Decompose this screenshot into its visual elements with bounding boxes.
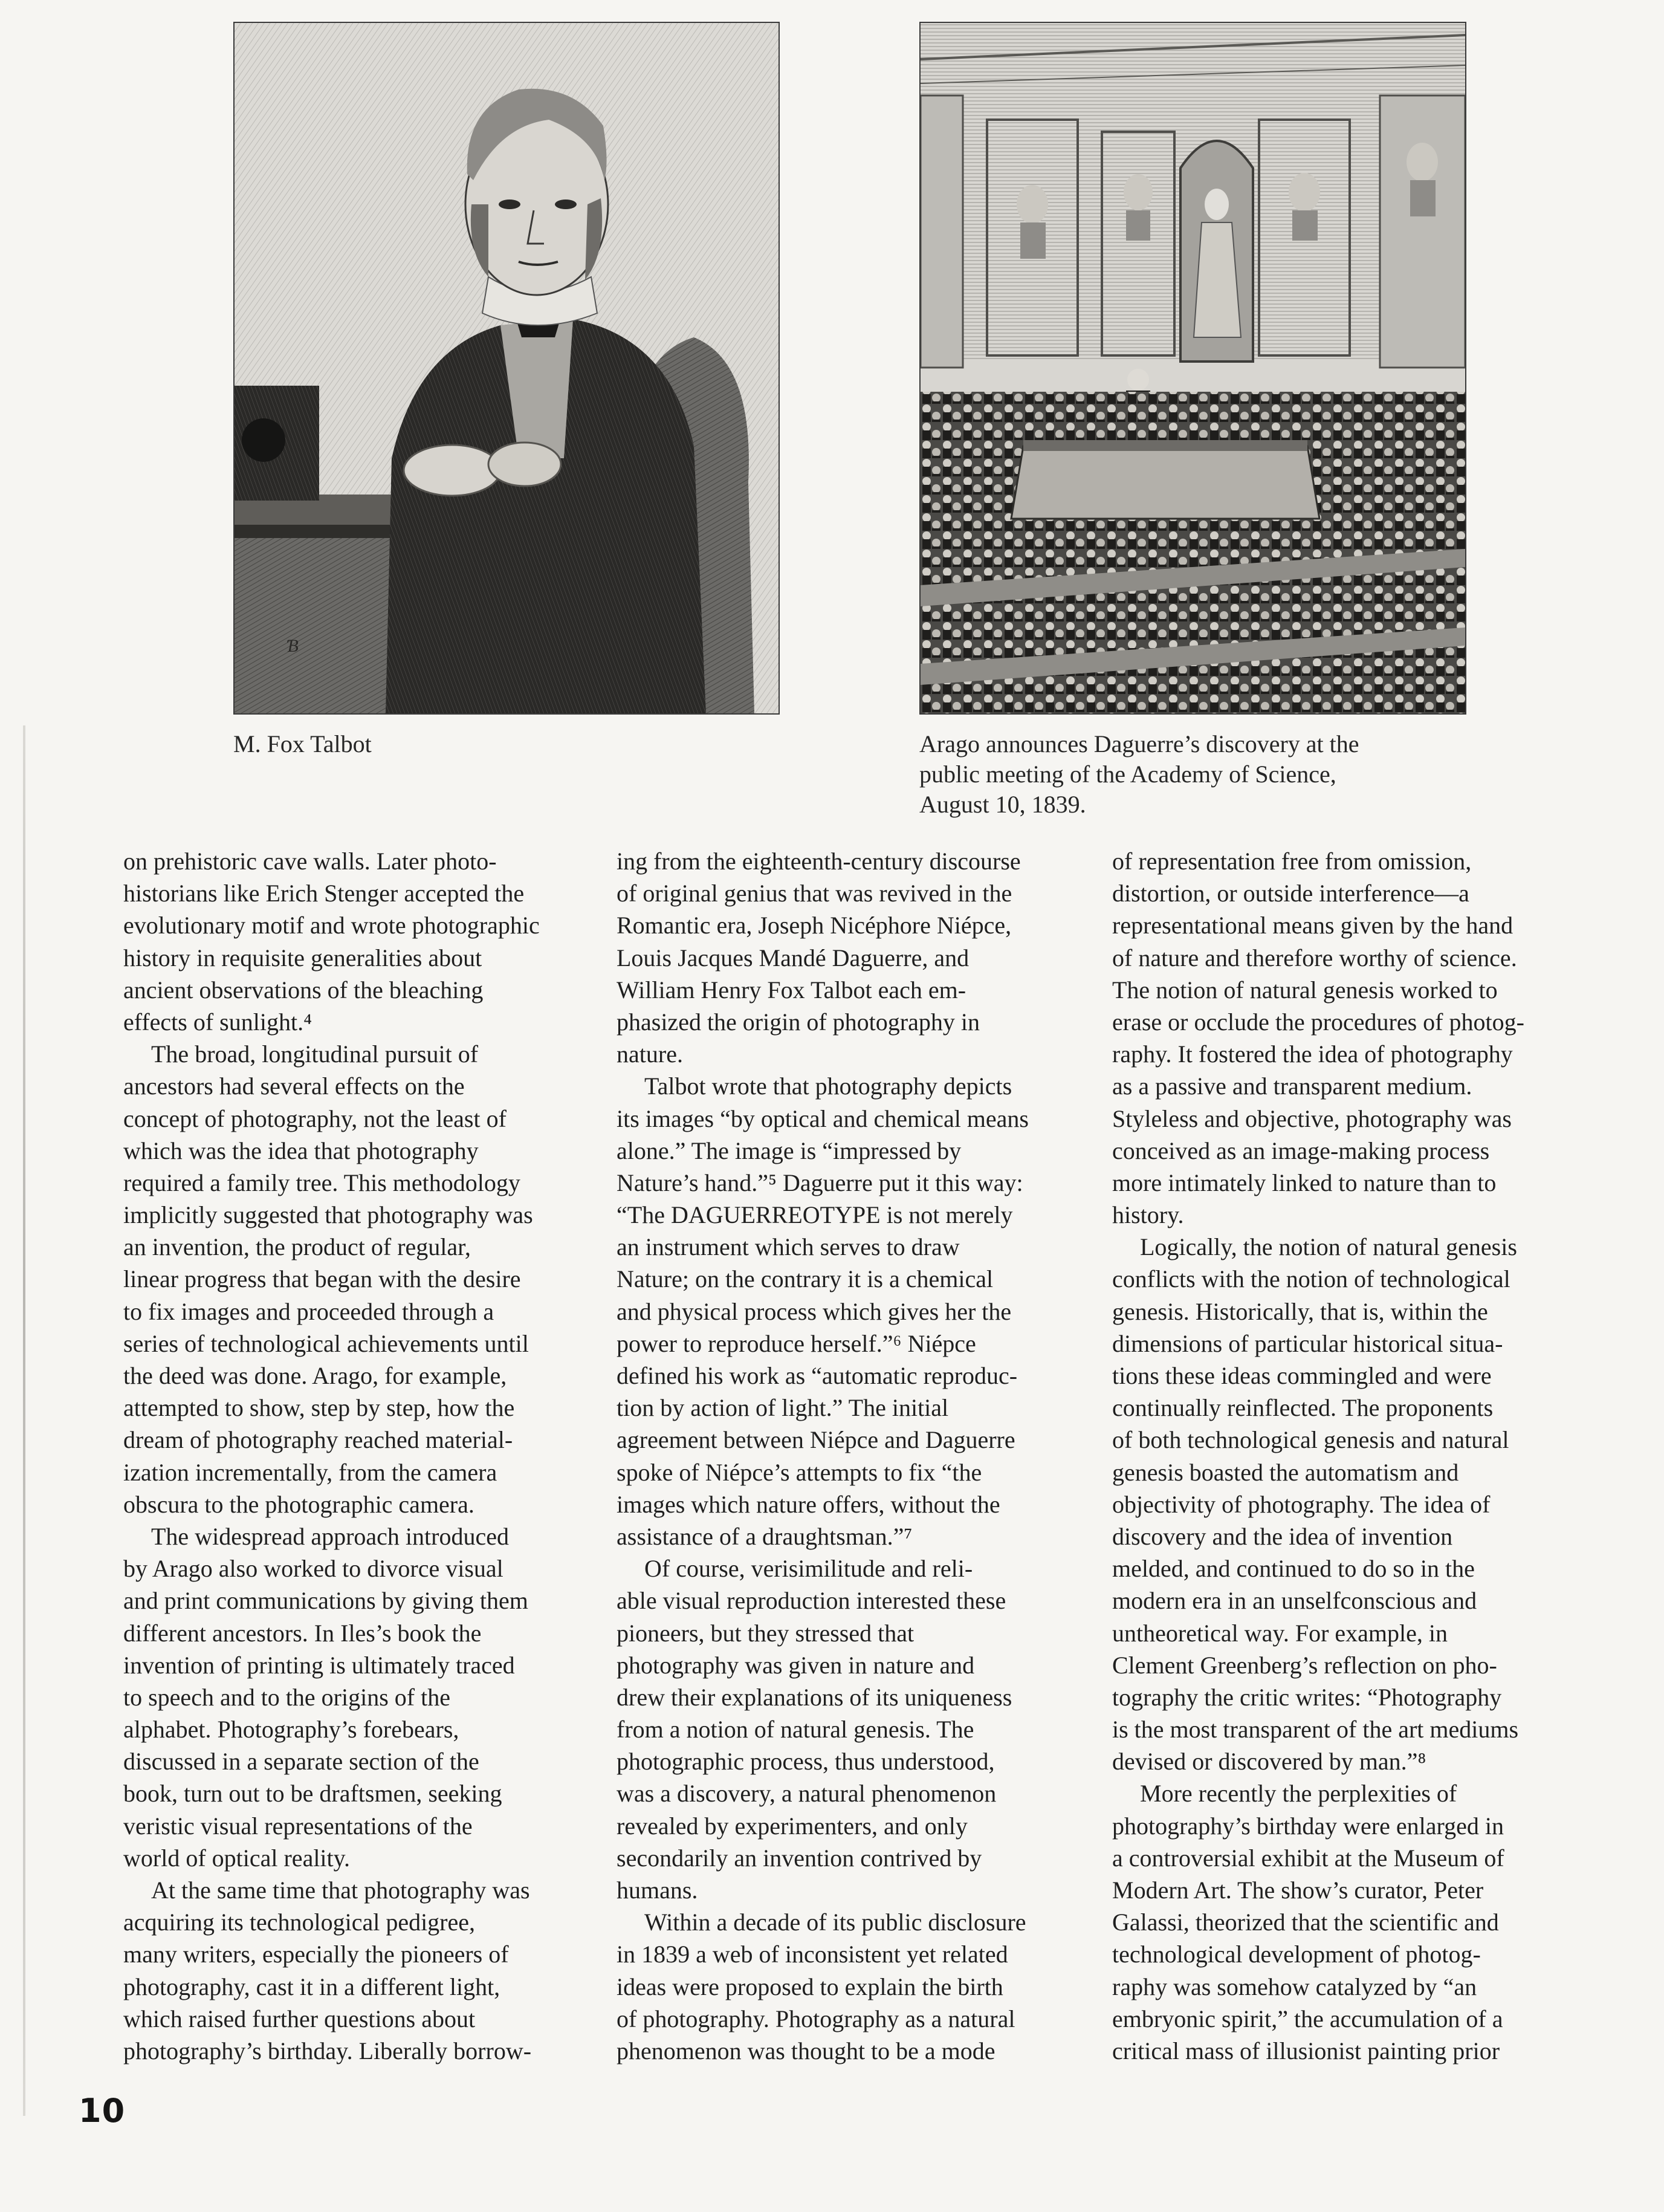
arago-figure-caption [919, 729, 1451, 820]
text-line: effects of sunlight.⁴ [123, 1008, 312, 1036]
text-line: invention of printing is ultimately traced [123, 1651, 515, 1679]
text-line: nature. [617, 1040, 683, 1068]
text-line: Romantic era, Joseph Nicéphore Niépce, [617, 912, 1012, 939]
text-line: objectivity of photography. The idea of [1112, 1490, 1491, 1518]
text-line: images which nature offers, without the [617, 1490, 1000, 1518]
text-line: representational means given by the hand [1112, 912, 1513, 939]
text-line: by Arago also worked to divorce visual [123, 1555, 503, 1583]
text-line: conceived as an image-making process [1112, 1137, 1490, 1164]
text-line: raphy. It fostered the idea of photography [1112, 1040, 1513, 1068]
academy-meeting-illustration [921, 23, 1465, 713]
binding-edge [23, 725, 25, 2116]
text-line: tions these ideas commingled and were [1112, 1362, 1492, 1389]
text-line: alone.” The image is “impressed by [617, 1137, 962, 1164]
text-line: and print communications by giving them [123, 1587, 528, 1615]
text-line: devised or discovered by man.”⁸ [1112, 1748, 1426, 1776]
text-line: Louis Jacques Mandé Daguerre, and [617, 944, 970, 971]
text-line: is the most transparent of the art mediums [1112, 1716, 1519, 1743]
text-line: history. [1112, 1201, 1184, 1229]
text-line: and physical process which gives her the [617, 1297, 1012, 1325]
text-line: photography was given in nature and [617, 1651, 975, 1679]
text-line: phasized the origin of photography in [617, 1008, 980, 1036]
caption-line: August 10, 1839. [919, 791, 1086, 818]
text-line: alphabet. Photography’s forebears, [123, 1716, 459, 1743]
text-line: ancestors had several effects on the [123, 1072, 465, 1100]
text-line: embryonic spirit,” the accumulation of a [1112, 2005, 1503, 2032]
text-line: spoke of Niépce’s attempts to fix “the [617, 1458, 982, 1486]
text-line: historians like Erich Stenger accepted the [123, 880, 525, 907]
text-line: of original genius that was revived in the [617, 880, 1012, 907]
text-line: the deed was done. Arago, for example, [123, 1362, 507, 1389]
talbot-portrait-engraving [233, 22, 780, 715]
text-line: obscura to the photographic camera. [123, 1490, 474, 1518]
text-line: a controversial exhibit at the Museum of [1112, 1844, 1504, 1872]
text-line: Galassi, theorized that the scientific and [1112, 1909, 1499, 1936]
text-line: implicitly suggested that photography was [123, 1201, 533, 1229]
text-line: power to reproduce herself.”⁶ Niépce [617, 1329, 976, 1357]
text-line: Talbot wrote that photography depicts [644, 1072, 1012, 1100]
text-line: photographic process, thus understood, [617, 1748, 995, 1776]
caption-line: public meeting of the Academy of Science, [919, 761, 1336, 788]
talbot-figure-caption [233, 729, 656, 759]
text-line: raphy was somehow catalyzed by “an [1112, 1973, 1477, 2000]
text-line: assistance of a draughtsman.”⁷ [617, 1522, 913, 1550]
text-line: pioneers, but they stressed that [617, 1619, 915, 1647]
text-line: tography the critic writes: “Photography [1112, 1683, 1502, 1711]
text-line: William Henry Fox Talbot each em- [617, 976, 966, 1004]
text-line: Modern Art. The show’s curator, Peter [1112, 1876, 1484, 1904]
text-line: “The DAGUERREOTYPE is not merely [617, 1201, 1013, 1229]
text-line: defined his work as “automatic reproduc- [617, 1362, 1018, 1389]
text-line: Of course, verisimilitude and reli- [644, 1555, 973, 1583]
text-line: photography’s birthday. Liberally borrow- [123, 2037, 532, 2064]
text-line: as a passive and transparent medium. [1112, 1072, 1472, 1100]
text-line: genesis. Historically, that is, within the [1112, 1297, 1488, 1325]
text-line: modern era in an unselfconscious and [1112, 1587, 1477, 1615]
text-line: secondarily an invention contrived by [617, 1844, 982, 1872]
text-line: its images “by optical and chemical means [617, 1104, 1029, 1132]
text-line: The widespread approach introduced [151, 1522, 509, 1550]
text-line: tion by action of light.” The initial [617, 1394, 949, 1422]
text-line: melded, and continued to do so in the [1112, 1555, 1475, 1583]
text-line: of both technological genesis and natural [1112, 1426, 1509, 1454]
text-line: At the same time that photography was [151, 1876, 530, 1904]
text-line: Styleless and objective, photography was [1112, 1104, 1512, 1132]
text-line: The notion of natural genesis worked to [1112, 976, 1498, 1004]
text-column-3 [1112, 845, 1584, 2067]
text-line: linear progress that began with the desire [123, 1265, 521, 1293]
text-line: different ancestors. In Iles’s book the [123, 1619, 482, 1647]
text-line: erase or occlude the procedures of photog- [1112, 1008, 1524, 1036]
talbot-portrait-illustration [235, 23, 779, 713]
text-line: conflicts with the notion of technological [1112, 1265, 1510, 1293]
text-line: drew their explanations of its uniqueness [617, 1683, 1012, 1711]
text-line: untheoretical way. For example, in [1112, 1619, 1448, 1647]
text-line: Nature; on the contrary it is a chemical [617, 1265, 994, 1293]
text-line: an invention, the product of regular, [123, 1233, 471, 1261]
text-line: humans. [617, 1876, 698, 1904]
text-line: ideas were proposed to explain the birth [617, 1973, 1003, 2000]
text-line: evolutionary motif and wrote photographic [123, 912, 540, 939]
text-line: acquiring its technological pedigree, [123, 1909, 476, 1936]
text-line: to speech and to the origins of the [123, 1683, 450, 1711]
text-line: ization incrementally, from the camera [123, 1458, 497, 1486]
text-line: Nature’s hand.”⁵ Daguerre put it this way: [617, 1169, 1023, 1196]
svg-text:Ɓ: Ɓ [287, 636, 299, 656]
text-line: revealed by experimenters, and only [617, 1812, 968, 1840]
text-column-1 [123, 845, 595, 2067]
text-line: more intimately linked to nature than to [1112, 1169, 1497, 1196]
text-line: on prehistoric cave walls. Later photo- [123, 848, 497, 875]
text-line: of nature and therefore worthy of science. [1112, 944, 1517, 971]
text-line: of representation free from omission, [1112, 848, 1472, 875]
text-line: was a discovery, a natural phenomenon [617, 1780, 997, 1808]
text-line: world of optical reality. [123, 1844, 351, 1872]
text-line: The broad, longitudinal pursuit of [151, 1040, 479, 1068]
text-line: required a family tree. This methodology [123, 1169, 520, 1196]
text-line: able visual reproduction interested these [617, 1587, 1006, 1615]
text-line: book, turn out to be draftsmen, seeking [123, 1780, 502, 1808]
academy-meeting-engraving [919, 22, 1466, 715]
text-column-2 [617, 845, 1088, 2067]
text-line: dimensions of particular historical situa- [1112, 1329, 1503, 1357]
text-line: of photography. Photography as a natural [617, 2005, 1015, 2032]
text-line: history in requisite generalities about [123, 944, 482, 971]
text-line: Clement Greenberg’s reflection on pho- [1112, 1651, 1497, 1679]
text-line: technological development of photog- [1112, 1941, 1481, 1968]
text-line: continually reinflected. The proponents [1112, 1394, 1494, 1422]
text-line: an instrument which serves to draw [617, 1233, 960, 1261]
text-line: phenomenon was thought to be a mode [617, 2037, 995, 2064]
text-line: many writers, especially the pioneers of [123, 1941, 509, 1968]
caption-line: Arago announces Daguerre’s discovery at the [919, 730, 1359, 757]
text-line: from a notion of natural genesis. The [617, 1716, 974, 1743]
text-line: distortion, or outside interference—a [1112, 880, 1469, 907]
text-line: discovery and the idea of invention [1112, 1522, 1453, 1550]
caption-line: M. Fox Talbot [233, 730, 372, 757]
text-line: in 1839 a web of inconsistent yet related [617, 1941, 1008, 1968]
text-line: series of technological achievements until [123, 1329, 529, 1357]
text-line: critical mass of illusionist painting prior [1112, 2037, 1500, 2064]
text-line: dream of photography reached material- [123, 1426, 513, 1454]
text-line: Within a decade of its public disclosure [644, 1909, 1026, 1936]
text-line: concept of photography, not the least of [123, 1104, 507, 1132]
text-line: photography, cast it in a different light, [123, 1973, 500, 2000]
text-line: genesis boasted the automatism and [1112, 1458, 1459, 1486]
text-line: attempted to show, step by step, how the [123, 1394, 515, 1422]
text-line: agreement between Niépce and Daguerre [617, 1426, 1015, 1454]
text-line: veristic visual representations of the [123, 1812, 473, 1840]
text-line: ancient observations of the bleaching [123, 976, 484, 1004]
text-line: More recently the perplexities of [1140, 1780, 1457, 1808]
text-line: photography’s birthday were enlarged in [1112, 1812, 1504, 1840]
page-number: 10 [79, 2092, 126, 2130]
text-line: to fix images and proceeded through a [123, 1297, 494, 1325]
text-line: discussed in a separate section of the [123, 1748, 479, 1776]
text-line: which raised further questions about [123, 2005, 476, 2032]
text-line: Logically, the notion of natural genesis [1140, 1233, 1517, 1261]
text-line: ing from the eighteenth-century discourse [617, 848, 1021, 875]
text-line: which was the idea that photography [123, 1137, 479, 1164]
